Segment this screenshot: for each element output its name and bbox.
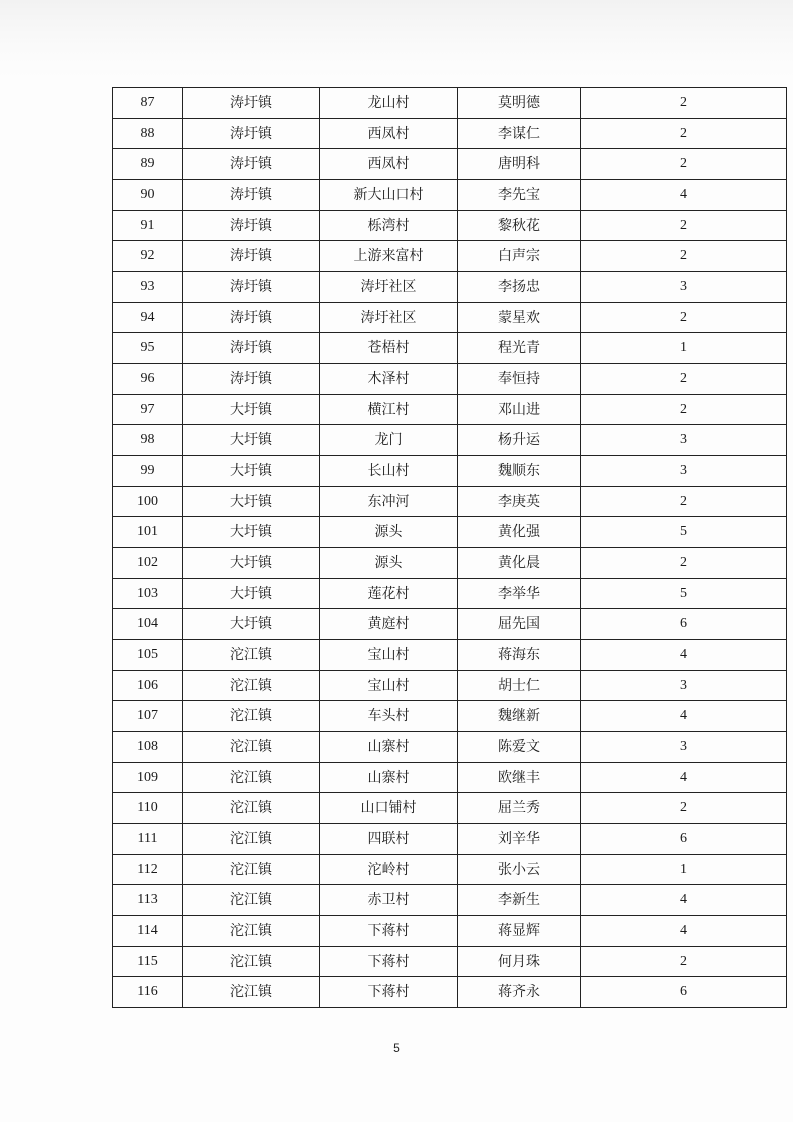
cell-name: 何月珠 [458,946,581,977]
table-row [113,946,787,977]
cell-count: 1 [581,854,787,885]
cell-count: 4 [581,916,787,947]
cell-town: 涛圩镇 [183,302,320,333]
table-row [113,762,787,793]
cell-village: 栎湾村 [320,210,458,241]
cell-name: 蒋显辉 [458,916,581,947]
cell-number: 112 [113,854,183,885]
table-row [113,916,787,947]
cell-village: 赤卫村 [320,885,458,916]
cell-count: 5 [581,517,787,548]
cell-number: 95 [113,333,183,364]
cell-name: 李庚英 [458,486,581,517]
cell-town: 沱江镇 [183,670,320,701]
cell-town: 大圩镇 [183,517,320,548]
cell-number: 91 [113,210,183,241]
cell-name: 蒋齐永 [458,977,581,1008]
table-body [113,88,787,1008]
cell-town: 沱江镇 [183,732,320,763]
cell-village: 下蒋村 [320,946,458,977]
cell-name: 杨升运 [458,425,581,456]
cell-name: 唐明科 [458,149,581,180]
cell-village: 西凤村 [320,118,458,149]
cell-name: 李扬忠 [458,272,581,303]
cell-name: 黄化强 [458,517,581,548]
cell-town: 涛圩镇 [183,333,320,364]
cell-number: 99 [113,456,183,487]
cell-count: 3 [581,272,787,303]
cell-number: 114 [113,916,183,947]
cell-count: 2 [581,364,787,395]
cell-town: 沱江镇 [183,885,320,916]
cell-name: 胡士仁 [458,670,581,701]
cell-count: 2 [581,118,787,149]
table-row [113,977,787,1008]
cell-town: 大圩镇 [183,486,320,517]
cell-village: 横江村 [320,394,458,425]
cell-number: 105 [113,640,183,671]
cell-town: 大圩镇 [183,394,320,425]
cell-village: 宝山村 [320,670,458,701]
cell-number: 109 [113,762,183,793]
cell-number: 115 [113,946,183,977]
cell-name: 屈先国 [458,609,581,640]
cell-count: 4 [581,180,787,211]
cell-village: 新大山口村 [320,180,458,211]
cell-name: 邓山进 [458,394,581,425]
cell-number: 90 [113,180,183,211]
table-row [113,118,787,149]
cell-number: 104 [113,609,183,640]
cell-village: 东冲河 [320,486,458,517]
cell-count: 4 [581,762,787,793]
cell-number: 111 [113,824,183,855]
cell-name: 黄化晨 [458,548,581,579]
cell-town: 涛圩镇 [183,88,320,119]
cell-village: 山口铺村 [320,793,458,824]
cell-town: 涛圩镇 [183,272,320,303]
cell-count: 4 [581,640,787,671]
cell-town: 大圩镇 [183,548,320,579]
cell-town: 涛圩镇 [183,149,320,180]
cell-name: 陈爱文 [458,732,581,763]
cell-name: 屈兰秀 [458,793,581,824]
table-row [113,670,787,701]
cell-name: 蒋海东 [458,640,581,671]
cell-village: 西凤村 [320,149,458,180]
cell-number: 116 [113,977,183,1008]
cell-count: 2 [581,793,787,824]
table-row [113,394,787,425]
cell-town: 沱江镇 [183,793,320,824]
cell-count: 2 [581,210,787,241]
table-row [113,241,787,272]
cell-count: 3 [581,425,787,456]
cell-name: 李举华 [458,578,581,609]
cell-village: 四联村 [320,824,458,855]
table-row [113,210,787,241]
table-row [113,640,787,671]
cell-number: 87 [113,88,183,119]
cell-count: 2 [581,394,787,425]
cell-number: 94 [113,302,183,333]
cell-name: 魏顺东 [458,456,581,487]
cell-village: 下蒋村 [320,977,458,1008]
cell-number: 100 [113,486,183,517]
cell-number: 106 [113,670,183,701]
cell-name: 刘辛华 [458,824,581,855]
cell-village: 龙门 [320,425,458,456]
cell-town: 涛圩镇 [183,210,320,241]
table-row [113,364,787,395]
cell-number: 102 [113,548,183,579]
cell-number: 101 [113,517,183,548]
cell-number: 98 [113,425,183,456]
cell-village: 沱岭村 [320,854,458,885]
cell-name: 白声宗 [458,241,581,272]
table-row [113,732,787,763]
cell-name: 李谋仁 [458,118,581,149]
table-row [113,180,787,211]
cell-town: 沱江镇 [183,916,320,947]
cell-town: 沱江镇 [183,824,320,855]
cell-name: 蒙星欢 [458,302,581,333]
cell-town: 涛圩镇 [183,180,320,211]
cell-count: 6 [581,977,787,1008]
cell-number: 107 [113,701,183,732]
table-row [113,885,787,916]
table-row [113,425,787,456]
cell-village: 源头 [320,517,458,548]
cell-town: 涛圩镇 [183,364,320,395]
cell-town: 大圩镇 [183,456,320,487]
cell-village: 莲花村 [320,578,458,609]
table-row [113,302,787,333]
cell-name: 张小云 [458,854,581,885]
cell-number: 97 [113,394,183,425]
cell-name: 欧继丰 [458,762,581,793]
cell-count: 6 [581,824,787,855]
table-row [113,548,787,579]
cell-number: 113 [113,885,183,916]
cell-count: 3 [581,670,787,701]
table-row [113,824,787,855]
cell-village: 龙山村 [320,88,458,119]
cell-village: 山寨村 [320,732,458,763]
cell-village: 上游来富村 [320,241,458,272]
table-row [113,701,787,732]
cell-town: 大圩镇 [183,578,320,609]
table-row [113,272,787,303]
cell-count: 2 [581,548,787,579]
cell-village: 山寨村 [320,762,458,793]
table-row [113,517,787,548]
table-row [113,578,787,609]
cell-count: 3 [581,456,787,487]
cell-number: 96 [113,364,183,395]
cell-count: 4 [581,885,787,916]
cell-village: 车头村 [320,701,458,732]
cell-town: 沱江镇 [183,640,320,671]
cell-town: 涛圩镇 [183,241,320,272]
cell-number: 108 [113,732,183,763]
cell-count: 5 [581,578,787,609]
cell-count: 6 [581,609,787,640]
table-row [113,149,787,180]
table-row [113,609,787,640]
cell-count: 2 [581,149,787,180]
cell-name: 莫明德 [458,88,581,119]
cell-village: 下蒋村 [320,916,458,947]
cell-number: 93 [113,272,183,303]
cell-name: 李先宝 [458,180,581,211]
cell-count: 2 [581,88,787,119]
cell-village: 苍梧村 [320,333,458,364]
scan-top-shading [0,0,793,78]
cell-town: 沱江镇 [183,701,320,732]
cell-town: 大圩镇 [183,425,320,456]
cell-count: 4 [581,701,787,732]
table-row [113,333,787,364]
cell-number: 92 [113,241,183,272]
cell-number: 103 [113,578,183,609]
cell-number: 110 [113,793,183,824]
table-row [113,854,787,885]
cell-count: 2 [581,241,787,272]
cell-town: 涛圩镇 [183,118,320,149]
cell-count: 2 [581,486,787,517]
cell-village: 涛圩社区 [320,272,458,303]
household-table [112,87,787,1008]
cell-village: 木泽村 [320,364,458,395]
table-row [113,88,787,119]
cell-name: 程光青 [458,333,581,364]
cell-number: 88 [113,118,183,149]
cell-town: 沱江镇 [183,762,320,793]
page-number: 5 [393,1041,400,1055]
cell-village: 黄庭村 [320,609,458,640]
cell-number: 89 [113,149,183,180]
table-row [113,456,787,487]
cell-village: 宝山村 [320,640,458,671]
cell-name: 李新生 [458,885,581,916]
cell-town: 沱江镇 [183,946,320,977]
cell-village: 源头 [320,548,458,579]
cell-count: 2 [581,946,787,977]
cell-village: 涛圩社区 [320,302,458,333]
cell-town: 沱江镇 [183,854,320,885]
cell-town: 沱江镇 [183,977,320,1008]
table-row [113,793,787,824]
cell-count: 3 [581,732,787,763]
cell-town: 大圩镇 [183,609,320,640]
cell-name: 魏继新 [458,701,581,732]
cell-name: 奉恒持 [458,364,581,395]
table-row [113,486,787,517]
cell-count: 2 [581,302,787,333]
cell-village: 长山村 [320,456,458,487]
cell-count: 1 [581,333,787,364]
cell-name: 黎秋花 [458,210,581,241]
